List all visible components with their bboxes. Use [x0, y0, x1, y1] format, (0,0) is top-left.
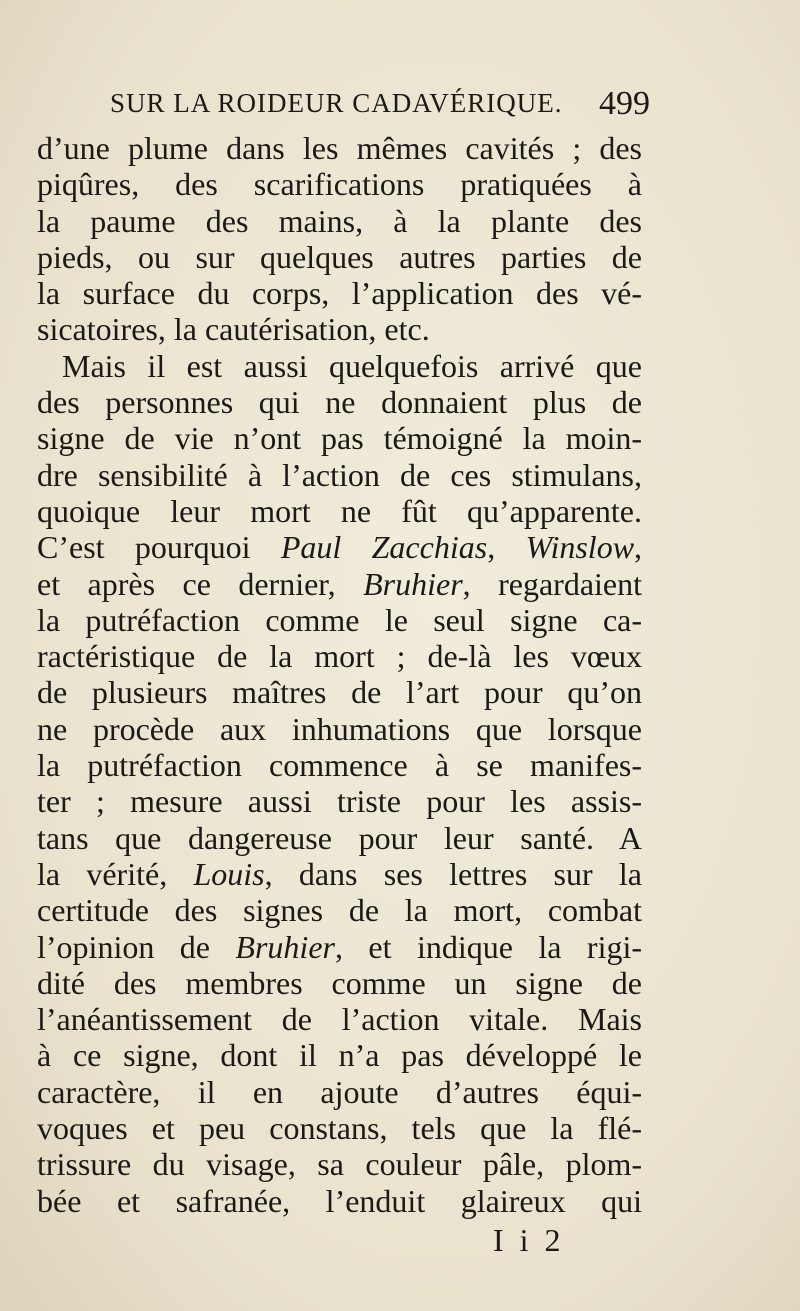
text-line: la paume des mains, à la plante des [37, 202, 642, 239]
text-line: la putréfaction commence à se manifes- [37, 747, 642, 784]
text-line: sicatoires, la cautérisation, etc. [37, 311, 430, 348]
italic-name: Winslow [525, 529, 635, 566]
text-line: la surface du corps, l’application des vé- [37, 275, 642, 312]
text-line: d’une plume dans les mêmes cavités ; des [37, 130, 642, 166]
text-line: tans que dangereuse pour leur santé. A [37, 819, 642, 856]
text-line: ractéristique de la mort ; de-là les vœux [37, 638, 642, 675]
text-line: quoique leur mort ne fût qu’apparente. [37, 492, 642, 529]
running-head [110, 85, 650, 124]
text-line: des personnes qui ne donnaient plus de [37, 384, 642, 421]
text-line: ne procède aux inhumations que lorsque [37, 710, 642, 747]
text-line: à ce signe, dont il n’a pas développé le [37, 1037, 642, 1074]
text-line: certitude des signes de la mort, combat [37, 892, 642, 929]
text-line: signe de vie n’ont pas témoigné la moin- [37, 420, 642, 457]
text-line: dité des membres comme un signe de [37, 964, 642, 1001]
text-line: bée et safranée, l’enduit glaireux qui [37, 1182, 642, 1219]
italic-name: Paul Zacchias [280, 529, 488, 566]
text-line: l’anéantissement de l’action vitale. Mais [37, 1001, 642, 1038]
text-line: dre sensibilité à l’action de ces stimulans, [37, 456, 642, 493]
text-line: ter ; mesure aussi triste pour les assis- [37, 783, 642, 820]
page-number: 499 [599, 85, 650, 122]
text-line: voques et peu constans, tels que la flé- [37, 1110, 642, 1147]
text-line: l’opinion de Bruhier, et indique la rigi- [37, 928, 643, 965]
body-text [37, 130, 642, 1219]
signature-mark: I i 2 [493, 1222, 565, 1258]
text-line: caractère, il en ajoute d’autres équi- [37, 1073, 642, 1110]
text-line: C’est pourquoi Paul Zacchias, Winslow, [37, 529, 643, 566]
italic-name: Bruhier [363, 565, 463, 602]
text-line: Mais il est aussi quelquefois arrivé que [62, 347, 642, 384]
text-line: la putréfaction comme le seul signe ca- [37, 601, 642, 638]
text-line: et après ce dernier, Bruhier, regardaient [37, 565, 643, 602]
italic-name: Bruhier [235, 928, 335, 965]
running-title: SUR LA ROIDEUR CADAVÉRIQUE. [110, 88, 563, 118]
text-line: piqûres, des scarifications pratiquées à [37, 166, 642, 203]
text-line: trissure du visage, sa couleur pâle, plom- [37, 1146, 642, 1183]
italic-name: Louis [193, 855, 265, 892]
text-line: la vérité, Louis, dans ses lettres sur la [37, 855, 643, 892]
text-line: pieds, ou sur quelques autres parties de [37, 238, 642, 275]
text-line: de plusieurs maîtres de l’art pour qu’on [37, 674, 642, 711]
